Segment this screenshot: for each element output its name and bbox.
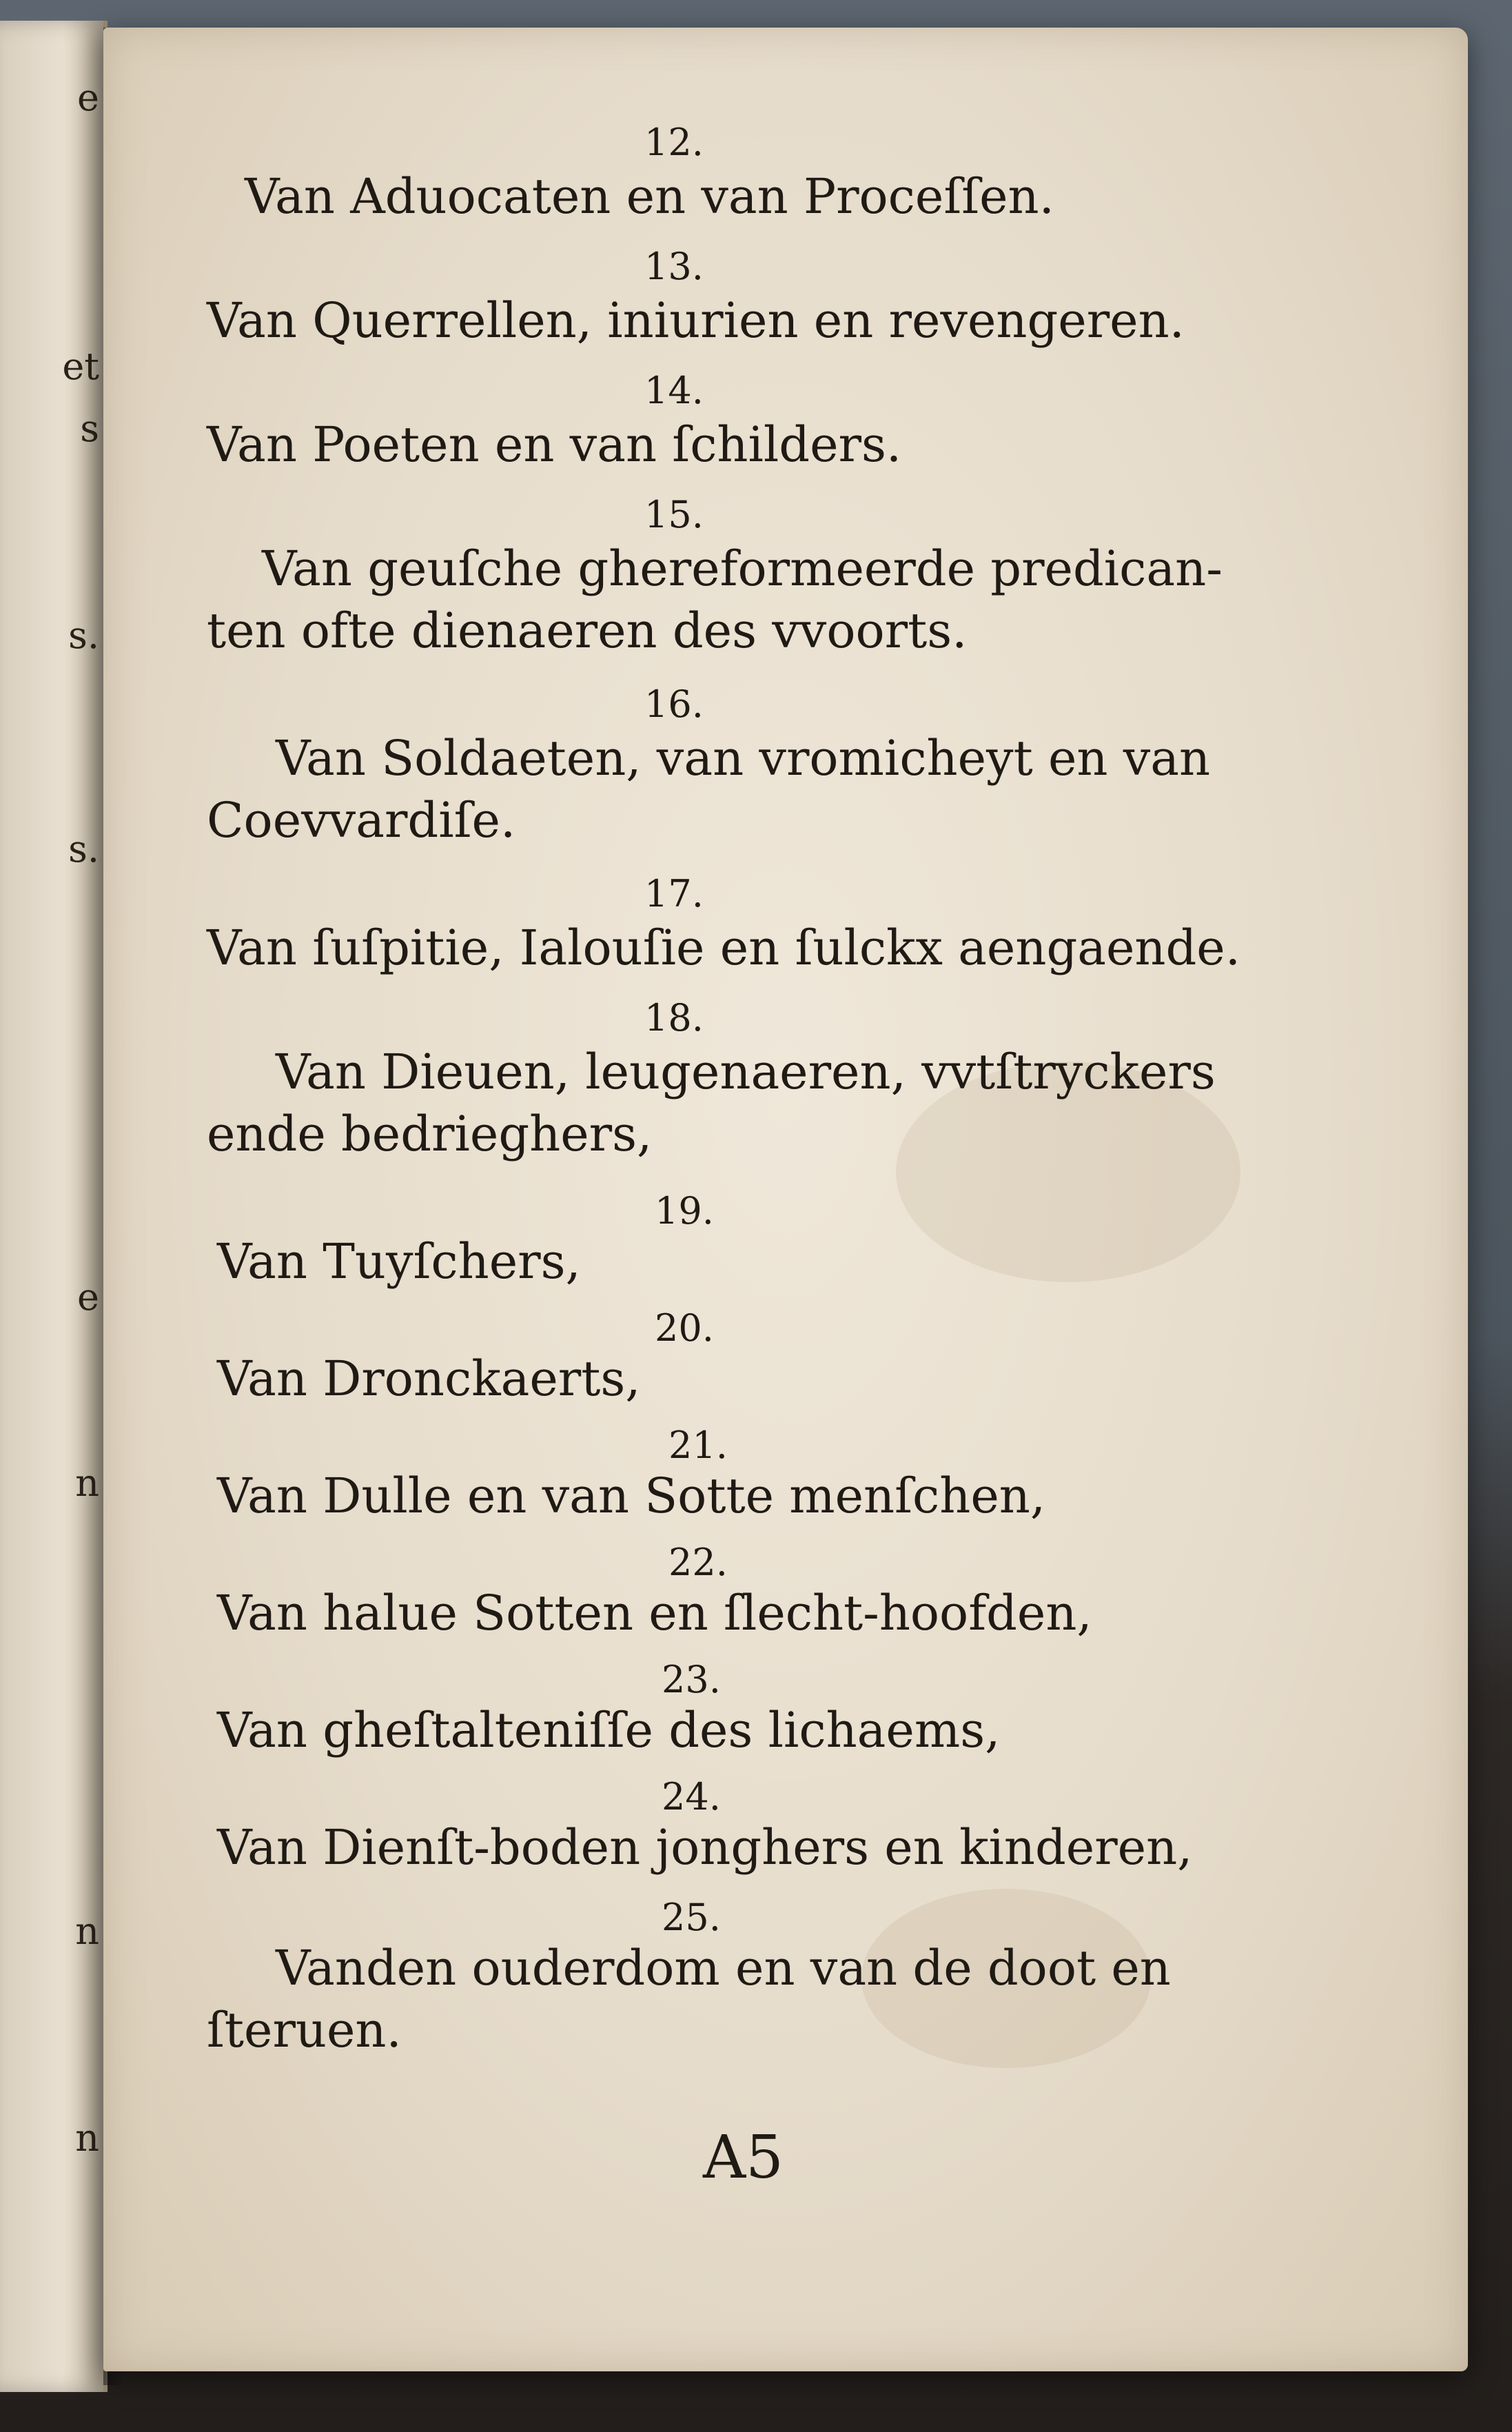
- left-page-fragment: e: [77, 76, 99, 119]
- entry-number: 25.: [662, 1896, 721, 1939]
- left-page-fragment: s: [80, 407, 99, 450]
- left-facing-page: [0, 21, 108, 2392]
- entry-number: 22.: [668, 1541, 728, 1584]
- left-page-fragment: n: [75, 1461, 99, 1505]
- left-page-fragment: s.: [68, 614, 99, 657]
- entry-number: 15.: [644, 493, 704, 536]
- book-page: [103, 28, 1468, 2371]
- left-page-fragment: e: [77, 1275, 99, 1319]
- signature-mark: A5: [703, 2123, 784, 2192]
- entry-title: Van ſuſpitie, Ialouſie en ſulckx aengaende.: [207, 920, 1240, 976]
- entry-title: Vanden ouderdom en van de doot en: [276, 1940, 1171, 1996]
- entry-title: Van Dienſt-boden jonghers en kinderen,: [217, 1819, 1193, 1876]
- entry-number: 24.: [662, 1775, 721, 1818]
- entry-title: ſteruen.: [207, 2002, 402, 2058]
- entry-number: 18.: [644, 996, 704, 1040]
- entry-number: 16.: [644, 682, 704, 726]
- entry-title: Van Poeten en van ſchilders.: [207, 416, 902, 473]
- entry-title: Van geuſche ghereformeerde predican-: [262, 540, 1223, 597]
- entry-number: 17.: [644, 872, 704, 915]
- entry-title: Van Soldaeten, van vromicheyt en van: [276, 730, 1211, 787]
- entry-title: Van halue Sotten en ſlecht-hoofden,: [217, 1585, 1092, 1641]
- entry-number: 21.: [668, 1423, 728, 1467]
- entry-title: Van Querrellen, iniurien en revengeren.: [207, 292, 1185, 349]
- left-page-fragment: n: [75, 1909, 99, 1953]
- left-page-fragment: n: [75, 2116, 99, 2160]
- entry-title: ten ofte dienaeren des vvoorts.: [207, 602, 968, 659]
- entry-title: Van Aduocaten en van Proceſſen.: [245, 168, 1054, 225]
- entry-title: Van Tuyſchers,: [217, 1233, 581, 1290]
- entry-title: Van Dronckaerts,: [217, 1350, 641, 1407]
- entry-title: Van Dieuen, leugenaeren, vvtſtryckers: [276, 1044, 1216, 1100]
- entry-title: Van Dulle en van Sotte menſchen,: [217, 1468, 1046, 1524]
- entry-title: ende bedrieghers,: [207, 1106, 653, 1162]
- entry-number: 14.: [644, 369, 704, 412]
- left-page-fragment: s.: [68, 827, 99, 871]
- entry-number: 12.: [644, 121, 704, 164]
- entry-title: Coevvardiſe.: [207, 792, 516, 849]
- entry-number: 23.: [662, 1658, 721, 1701]
- entry-number: 20.: [655, 1306, 714, 1350]
- entry-number: 19.: [655, 1189, 714, 1233]
- entry-number: 13.: [644, 245, 704, 288]
- entry-title: Van gheſtalteniſſe des lichaems,: [217, 1702, 1001, 1759]
- left-page-fragment: et: [62, 345, 99, 388]
